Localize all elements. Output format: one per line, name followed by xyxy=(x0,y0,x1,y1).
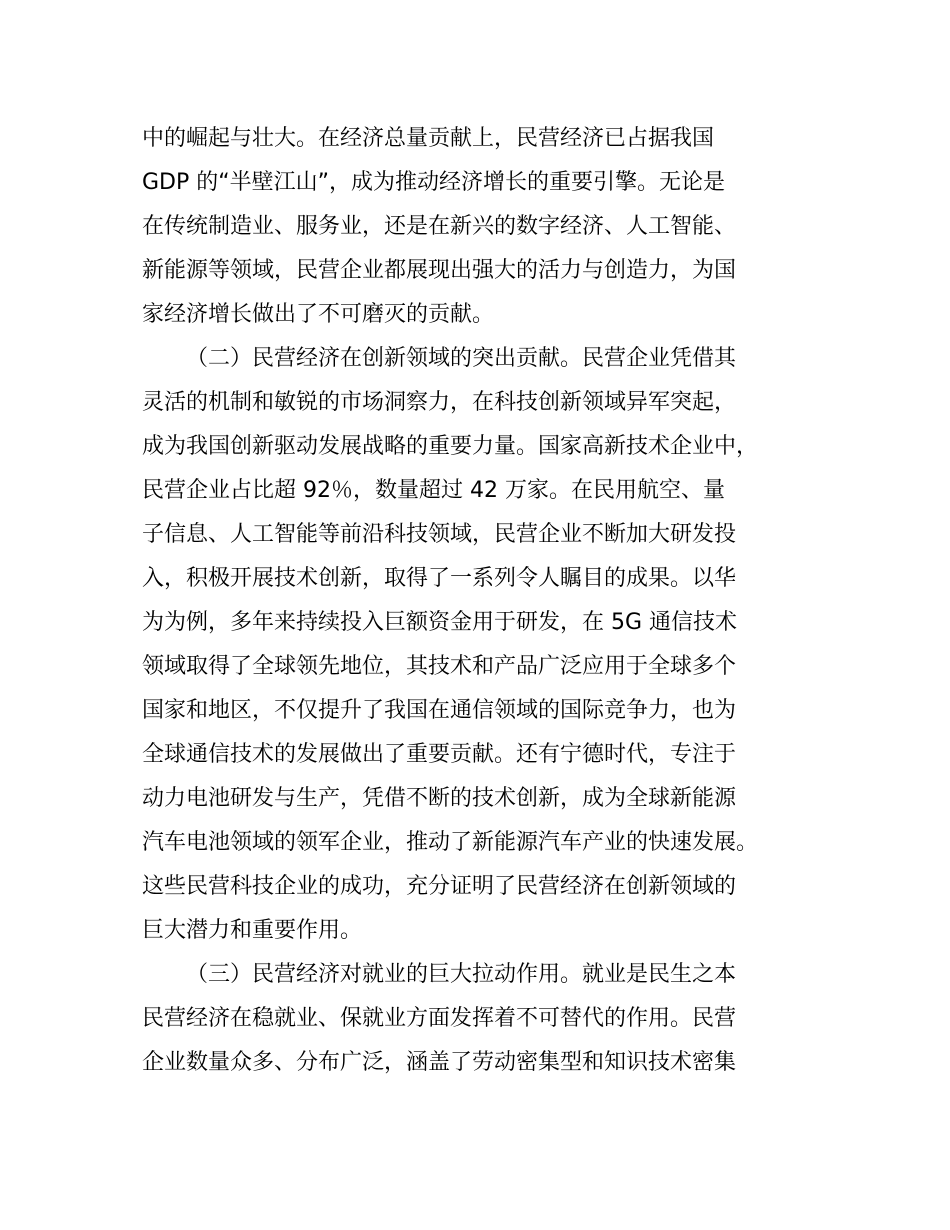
text-line: 中的崛起与壮大。在经济总量贡献上，民营经济已占据我国 xyxy=(142,126,715,151)
text-line-first: （三）民营经济对就业的巨大拉动作用。就业是民生之本 xyxy=(186,962,737,987)
text-line: 这些民营科技企业的成功，充分证明了民营经济在创新领域的 xyxy=(142,874,737,899)
document-body xyxy=(142,117,842,1085)
text-line: 新能源等领域，民营企业都展现出强大的活力与创造力，为国 xyxy=(142,258,737,283)
text-line: 家经济增长做出了不可磨灭的贡献。 xyxy=(142,302,495,327)
text-line: GDP 的“半壁江山”，成为推动经济增长的重要引擎。无论是 xyxy=(142,170,726,195)
text-line: 在传统制造业、服务业，还是在新兴的数字经济、人工智能、 xyxy=(142,214,737,239)
text-line-first: （二）民营经济在创新领域的突出贡献。民营企业凭借其 xyxy=(186,346,737,371)
paragraph-employment xyxy=(142,953,842,1085)
text-line: 民营经济在稳就业、保就业方面发挥着不可替代的作用。民营 xyxy=(142,1006,737,1031)
text-line: 企业数量众多、分布广泛，涵盖了劳动密集型和知识技术密集 xyxy=(142,1050,737,1075)
text-line: 汽车电池领域的领军企业，推动了新能源汽车产业的快速发展。 xyxy=(142,830,759,855)
text-line: 全球通信技术的发展做出了重要贡献。还有宁德时代，专注于 xyxy=(142,742,737,767)
text-line: 领域取得了全球领先地位，其技术和产品广泛应用于全球多个 xyxy=(142,654,737,679)
text-line: 动力电池研发与生产，凭借不断的技术创新，成为全球新能源 xyxy=(142,786,737,811)
text-line: 灵活的机制和敏锐的市场洞察力，在科技创新领域异军突起， xyxy=(142,390,737,415)
paragraph-continuation xyxy=(142,117,842,337)
text-line: 子信息、人工智能等前沿科技领域，民营企业不断加大研发投 xyxy=(142,522,737,547)
text-line: 成为我国创新驱动发展战略的重要力量。国家高新技术企业中， xyxy=(142,434,759,459)
text-line: 为为例，多年来持续投入巨额资金用于研发，在 5G 通信技术 xyxy=(142,610,738,635)
paragraph-innovation xyxy=(142,337,842,953)
text-line: 民营企业占比超 92％，数量超过 42 万家。在民用航空、量 xyxy=(142,478,725,503)
text-line: 巨大潜力和重要作用。 xyxy=(142,918,363,943)
text-line: 入，积极开展技术创新，取得了一系列令人瞩目的成果。以华 xyxy=(142,566,737,591)
text-line: 国家和地区，不仅提升了我国在通信领域的国际竞争力，也为 xyxy=(142,698,737,723)
